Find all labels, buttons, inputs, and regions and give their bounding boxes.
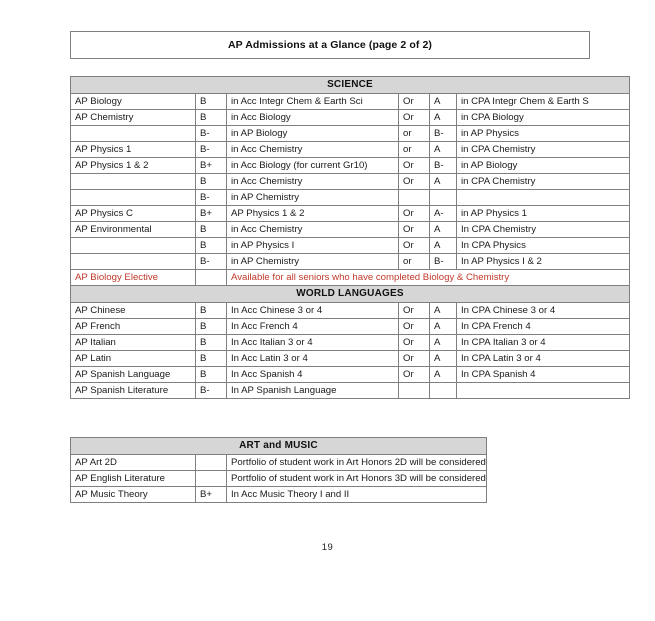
alt-source-course: in CPA Biology	[457, 110, 630, 126]
course-name: AP Music Theory	[71, 487, 196, 503]
required-grade: B+	[196, 206, 227, 222]
alt-required-grade: A	[430, 303, 457, 319]
required-grade: B+	[196, 487, 227, 503]
required-grade: B	[196, 174, 227, 190]
source-course: in Acc Biology (for current Gr10)	[227, 158, 399, 174]
course-name	[71, 254, 196, 270]
alt-required-grade: A	[430, 319, 457, 335]
page-number: 19	[321, 542, 334, 553]
alt-source-course: In CPA Spanish 4	[457, 367, 630, 383]
or-connector: Or	[399, 222, 430, 238]
course-name: AP English Literature	[71, 471, 196, 487]
or-connector: Or	[399, 238, 430, 254]
table-row-continuation	[71, 254, 630, 270]
alt-source-course	[457, 190, 630, 206]
course-name: AP Art 2D	[71, 455, 196, 471]
art-and-music-table	[70, 437, 487, 503]
table-row	[71, 383, 630, 399]
source-course: in AP Biology	[227, 126, 399, 142]
required-grade: B-	[196, 254, 227, 270]
course-name: AP Spanish Language	[71, 367, 196, 383]
or-connector: Or	[399, 335, 430, 351]
course-name: AP Physics 1	[71, 142, 196, 158]
world-languages-band-label: WORLD LANGUAGES	[71, 286, 630, 303]
or-connector: or	[399, 142, 430, 158]
required-grade: B	[196, 367, 227, 383]
table-row-continuation	[71, 126, 630, 142]
required-grade: B-	[196, 383, 227, 399]
or-connector: or	[399, 126, 430, 142]
alt-source-course: in CPA Chemistry	[457, 174, 630, 190]
source-course: AP Physics 1 & 2	[227, 206, 399, 222]
course-name: AP Spanish Literature	[71, 383, 196, 399]
portfolio-note: Portfolio of student work in Art Honors 2D will be considered	[227, 455, 487, 471]
table-row	[71, 110, 630, 126]
alt-required-grade: B-	[430, 158, 457, 174]
table-band-row	[71, 438, 487, 455]
alt-required-grade: B-	[430, 254, 457, 270]
alt-required-grade: A	[430, 222, 457, 238]
required-grade: B	[196, 238, 227, 254]
alt-required-grade: A-	[430, 206, 457, 222]
course-name: AP Environmental	[71, 222, 196, 238]
alt-required-grade: A	[430, 174, 457, 190]
alt-required-grade: A	[430, 351, 457, 367]
required-grade: B+	[196, 158, 227, 174]
science-table	[70, 76, 630, 286]
table-row	[71, 222, 630, 238]
source-course: in Acc Biology	[227, 110, 399, 126]
alt-source-course	[457, 383, 630, 399]
or-connector: Or	[399, 319, 430, 335]
course-name: AP French	[71, 319, 196, 335]
alt-source-course: In CPA Italian 3 or 4	[457, 335, 630, 351]
source-course: In Acc Spanish 4	[227, 367, 399, 383]
alt-source-course: In CPA Latin 3 or 4	[457, 351, 630, 367]
course-name: AP Chemistry	[71, 110, 196, 126]
table-row-note	[71, 270, 630, 286]
required-grade	[196, 455, 227, 471]
alt-source-course: in CPA Chemistry	[457, 142, 630, 158]
alt-required-grade: A	[430, 110, 457, 126]
alt-source-course: in AP Physics	[457, 126, 630, 142]
alt-required-grade: A	[430, 335, 457, 351]
alt-required-grade: A	[430, 142, 457, 158]
alt-required-grade: A	[430, 367, 457, 383]
source-course: in AP Physics I	[227, 238, 399, 254]
table-row-continuation	[71, 174, 630, 190]
table-row	[71, 158, 630, 174]
course-name: AP Latin	[71, 351, 196, 367]
alt-source-course: in AP Physics 1	[457, 206, 630, 222]
course-name: AP Biology Elective	[71, 270, 196, 286]
course-name: AP Italian	[71, 335, 196, 351]
required-grade	[196, 471, 227, 487]
science-band-label: SCIENCE	[71, 77, 630, 94]
table-band-row	[71, 286, 630, 303]
or-connector: Or	[399, 110, 430, 126]
required-grade: B	[196, 319, 227, 335]
source-course: in Acc Chemistry	[227, 174, 399, 190]
source-course: in Acc Chemistry	[227, 222, 399, 238]
table-row-continuation	[71, 238, 630, 254]
table-row	[71, 94, 630, 110]
alt-source-course: In CPA Chemistry	[457, 222, 630, 238]
table-row	[71, 455, 487, 471]
prerequisite-note: In Acc Music Theory I and II	[227, 487, 487, 503]
course-name	[71, 174, 196, 190]
or-connector: Or	[399, 174, 430, 190]
table-row	[71, 351, 630, 367]
alt-source-course: In CPA Physics	[457, 238, 630, 254]
or-connector: Or	[399, 158, 430, 174]
alt-source-course: in CPA Integr Chem & Earth S	[457, 94, 630, 110]
page-title: AP Admissions at a Glance (page 2 of 2)	[227, 39, 433, 51]
table-row	[71, 487, 487, 503]
table-band-row	[71, 77, 630, 94]
required-grade: B	[196, 94, 227, 110]
source-course: in AP Chemistry	[227, 254, 399, 270]
alt-required-grade	[430, 383, 457, 399]
source-course: in Acc Integr Chem & Earth Sci	[227, 94, 399, 110]
table-row	[71, 142, 630, 158]
alt-source-course: in AP Biology	[457, 158, 630, 174]
course-name: AP Physics C	[71, 206, 196, 222]
alt-required-grade	[430, 190, 457, 206]
or-connector: Or	[399, 94, 430, 110]
alt-required-grade: A	[430, 94, 457, 110]
or-connector	[399, 383, 430, 399]
table-row	[71, 471, 487, 487]
table-row	[71, 206, 630, 222]
elective-note: Available for all seniors who have completed Biology & Chemistry	[227, 270, 630, 286]
art-and-music-band-label: ART and MUSIC	[71, 438, 487, 455]
alt-required-grade: B-	[430, 126, 457, 142]
or-connector: or	[399, 254, 430, 270]
alt-source-course: In AP Physics I & 2	[457, 254, 630, 270]
source-course: In Acc French 4	[227, 319, 399, 335]
course-name: AP Chinese	[71, 303, 196, 319]
or-connector: Or	[399, 206, 430, 222]
or-connector: Or	[399, 351, 430, 367]
table-row	[71, 303, 630, 319]
table-row	[71, 367, 630, 383]
course-name	[71, 126, 196, 142]
alt-required-grade: A	[430, 238, 457, 254]
required-grade: B	[196, 351, 227, 367]
source-course: In Acc Latin 3 or 4	[227, 351, 399, 367]
required-grade: B-	[196, 126, 227, 142]
or-connector: Or	[399, 367, 430, 383]
world-languages-table	[70, 285, 630, 399]
portfolio-note: Portfolio of student work in Art Honors 3D will be considered	[227, 471, 487, 487]
course-name	[71, 238, 196, 254]
source-course: in Acc Chemistry	[227, 142, 399, 158]
course-name	[71, 190, 196, 206]
source-course: in AP Chemistry	[227, 190, 399, 206]
source-course: In Acc Italian 3 or 4	[227, 335, 399, 351]
required-grade	[196, 270, 227, 286]
alt-source-course: In CPA French 4	[457, 319, 630, 335]
source-course: In AP Spanish Language	[227, 383, 399, 399]
required-grade: B-	[196, 142, 227, 158]
required-grade: B	[196, 222, 227, 238]
required-grade: B	[196, 335, 227, 351]
or-connector: Or	[399, 303, 430, 319]
required-grade: B	[196, 303, 227, 319]
alt-source-course: In CPA Chinese 3 or 4	[457, 303, 630, 319]
table-row-continuation	[71, 190, 630, 206]
table-row	[71, 335, 630, 351]
table-row	[71, 319, 630, 335]
required-grade: B	[196, 110, 227, 126]
or-connector	[399, 190, 430, 206]
course-name: AP Physics 1 & 2	[71, 158, 196, 174]
page-title-box	[70, 31, 590, 59]
required-grade: B-	[196, 190, 227, 206]
course-name: AP Biology	[71, 94, 196, 110]
source-course: In Acc Chinese 3 or 4	[227, 303, 399, 319]
